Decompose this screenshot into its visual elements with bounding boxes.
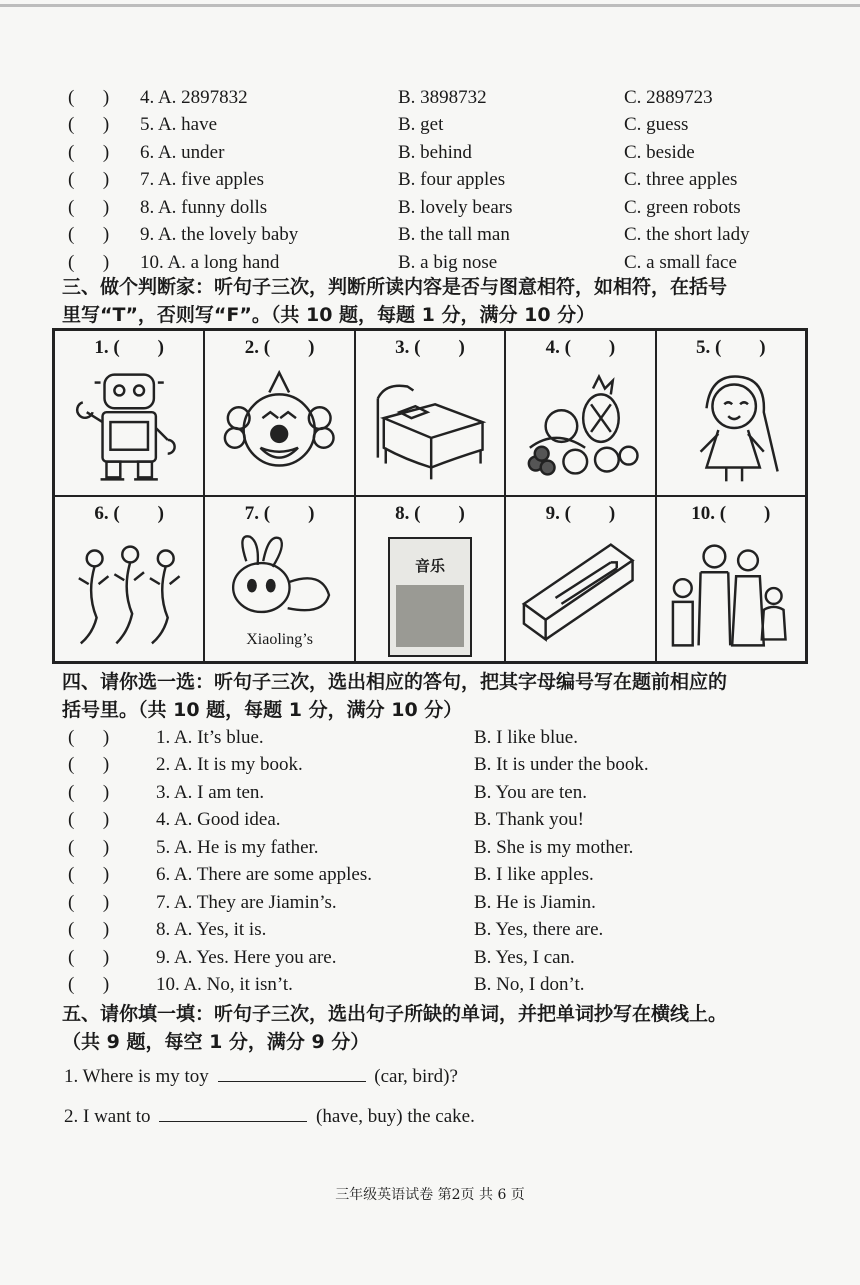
option-a: 5. A. He is my father.	[156, 836, 319, 858]
list-item	[68, 84, 828, 112]
answer-paren[interactable]: ( )	[68, 726, 110, 748]
option-c: C. three apples	[624, 169, 738, 191]
answer-paren[interactable]: ( )	[68, 974, 110, 996]
heading-line: 五、请你填一填：听句子三次，选出句子所缺的单词，并把单词抄写在横线上。	[62, 1003, 728, 1025]
answer-paren[interactable]: ( )	[68, 86, 110, 108]
list-item	[68, 917, 828, 945]
caption: Xiaoling’s	[246, 631, 313, 648]
list-item	[68, 139, 828, 167]
mice-icon	[65, 533, 193, 655]
option-b: B. I like blue.	[474, 726, 578, 748]
answer-paren[interactable]: ( )	[68, 919, 110, 941]
section-3-heading	[62, 273, 822, 329]
option-c: C. 2889723	[624, 86, 713, 108]
list-item	[68, 112, 828, 140]
picture-cell-5	[656, 330, 806, 496]
option-b: B. Yes, there are.	[474, 919, 604, 941]
book-title: 音乐	[414, 557, 445, 575]
option-b: B. the tall man	[398, 224, 510, 246]
answer-paren[interactable]: ( )	[68, 224, 110, 246]
option-a: 1. A. It’s blue.	[156, 726, 264, 748]
book-icon	[366, 533, 494, 655]
list-item	[68, 779, 828, 807]
option-b: B. She is my mother.	[474, 836, 634, 858]
option-b: B. I like apples.	[474, 864, 594, 886]
option-a: 6. A. under	[140, 141, 225, 163]
list-item	[68, 834, 828, 862]
option-a: 2. A. It is my book.	[156, 754, 303, 776]
family-icon	[667, 533, 795, 655]
option-a: 10. A. No, it isn’t.	[156, 974, 293, 996]
option-a: 9. A. Yes. Here you are.	[156, 946, 337, 968]
option-b: B. lovely bears	[398, 196, 513, 218]
answer-paren[interactable]: ( )	[68, 169, 110, 191]
list-item	[68, 972, 828, 1000]
picture-cell-9	[505, 496, 655, 662]
section-4-heading	[62, 668, 822, 724]
option-a: 7. A. They are Jiamin’s.	[156, 891, 337, 913]
picture-cell-6	[54, 496, 204, 662]
answer-label[interactable]: 2. ( )	[244, 337, 315, 358]
answer-paren[interactable]: ( )	[68, 891, 110, 913]
option-b: B. He is Jiamin.	[474, 891, 596, 913]
picture-grid	[52, 328, 808, 664]
picture-cell-1	[54, 330, 204, 496]
answer-label[interactable]: 10. ( )	[691, 503, 771, 524]
answer-paren[interactable]: ( )	[68, 781, 110, 803]
section-5-heading	[62, 1000, 822, 1056]
answer-paren[interactable]: ( )	[68, 251, 110, 273]
list-item	[68, 862, 828, 890]
heading-line: 四、请你选一选：听句子三次，选出相应的答句，把其字母编号写在题前相应的	[62, 671, 728, 693]
list-item	[68, 724, 828, 752]
section-2-choices	[68, 84, 828, 277]
list-item	[68, 752, 828, 780]
list-item	[68, 222, 828, 250]
answer-label[interactable]: 4. ( )	[545, 337, 616, 358]
rabbit-icon	[215, 533, 343, 627]
answer-label[interactable]: 6. ( )	[94, 503, 165, 524]
option-b: B. Thank you!	[474, 809, 584, 831]
answer-paren[interactable]: ( )	[68, 141, 110, 163]
option-a: 7. A. five apples	[140, 169, 265, 191]
answer-paren[interactable]: ( )	[68, 754, 110, 776]
option-b: B. Yes, I can.	[474, 946, 575, 968]
answer-paren[interactable]: ( )	[68, 836, 110, 858]
bed-icon	[366, 367, 494, 489]
picture-cell-4	[505, 330, 655, 496]
option-c: C. the short lady	[624, 224, 750, 246]
option-a: 8. A. funny dolls	[140, 196, 268, 218]
heading-line: 里写“T”，否则写“F”。（共 10 题，每题 1 分，满分 10 分）	[62, 304, 596, 326]
page-top-edge	[0, 4, 860, 7]
option-b: B. get	[398, 114, 444, 136]
picture-cell-3	[355, 330, 505, 496]
answer-blank[interactable]	[218, 1067, 366, 1082]
option-a: 10. A. a long hand	[140, 251, 280, 273]
answer-label[interactable]: 9. ( )	[545, 503, 616, 524]
answer-label[interactable]: 7. ( )	[244, 503, 315, 524]
option-b: B. You are ten.	[474, 781, 587, 803]
question-hint: (car, bird)?	[374, 1066, 458, 1087]
answer-paren[interactable]: ( )	[68, 946, 110, 968]
option-b: B. 3898732	[398, 86, 487, 108]
answer-label[interactable]: 5. ( )	[695, 337, 766, 358]
page-footer: 三年级英语试卷 第2页 共 6 页	[335, 1187, 525, 1203]
section-4-choices	[68, 724, 828, 999]
option-c: C. a small face	[624, 251, 737, 273]
heading-line: 括号里。（共 10 题，每题 1 分，满分 10 分）	[62, 699, 463, 721]
robot-icon	[65, 367, 193, 489]
picture-cell-2	[204, 330, 354, 496]
option-b: B. It is under the book.	[474, 754, 649, 776]
option-c: C. guess	[624, 114, 689, 136]
option-b: B. behind	[398, 141, 472, 163]
question-hint: (have, buy) the cake.	[316, 1106, 475, 1127]
option-a: 8. A. Yes, it is.	[156, 919, 267, 941]
option-c: C. beside	[624, 141, 695, 163]
heading-line: 三、做个判断家：听句子三次，判断所读内容是否与图意相符，如相符，在括号	[62, 276, 728, 298]
option-a: 4. A. Good idea.	[156, 809, 281, 831]
picture-cell-8	[355, 496, 505, 662]
list-item	[68, 944, 828, 972]
option-a: 3. A. I am ten.	[156, 781, 265, 803]
list-item	[68, 194, 828, 222]
list-item	[68, 807, 828, 835]
answer-paren[interactable]: ( )	[68, 196, 110, 218]
clown-icon	[215, 367, 343, 489]
answer-label[interactable]: 8. ( )	[395, 503, 465, 524]
fruit-icon	[516, 367, 644, 489]
pencil-box-icon	[516, 533, 644, 655]
answer-paren[interactable]: ( )	[68, 864, 110, 886]
list-item	[68, 889, 828, 917]
option-a: 6. A. There are some apples.	[156, 864, 372, 886]
book-picture	[396, 585, 464, 647]
option-b: B. No, I don’t.	[474, 974, 585, 996]
option-a: 5. A. have	[140, 114, 218, 136]
list-item	[68, 167, 828, 195]
option-a: 9. A. the lovely baby	[140, 224, 299, 246]
answer-paren[interactable]: ( )	[68, 809, 110, 831]
question-text: 1. Where is my toy	[64, 1066, 209, 1087]
picture-cell-7	[204, 496, 354, 662]
question-text: 2. I want to	[64, 1106, 151, 1127]
option-a: 4. A. 2897832	[140, 86, 248, 108]
answer-label[interactable]: 1. ( )	[94, 337, 165, 358]
girl-icon	[667, 367, 795, 489]
picture-cell-10	[656, 496, 806, 662]
option-b: B. four apples	[398, 169, 506, 191]
option-b: B. a big nose	[398, 251, 498, 273]
fill-question-1	[64, 1066, 458, 1088]
book-cover	[388, 537, 472, 657]
heading-line: （共 9 题，每空 1 分，满分 9 分）	[62, 1031, 370, 1053]
answer-blank[interactable]	[159, 1107, 307, 1122]
answer-paren[interactable]: ( )	[68, 114, 110, 136]
option-c: C. green robots	[624, 196, 741, 218]
answer-label[interactable]: 3. ( )	[395, 337, 465, 358]
fill-question-2	[64, 1106, 475, 1128]
